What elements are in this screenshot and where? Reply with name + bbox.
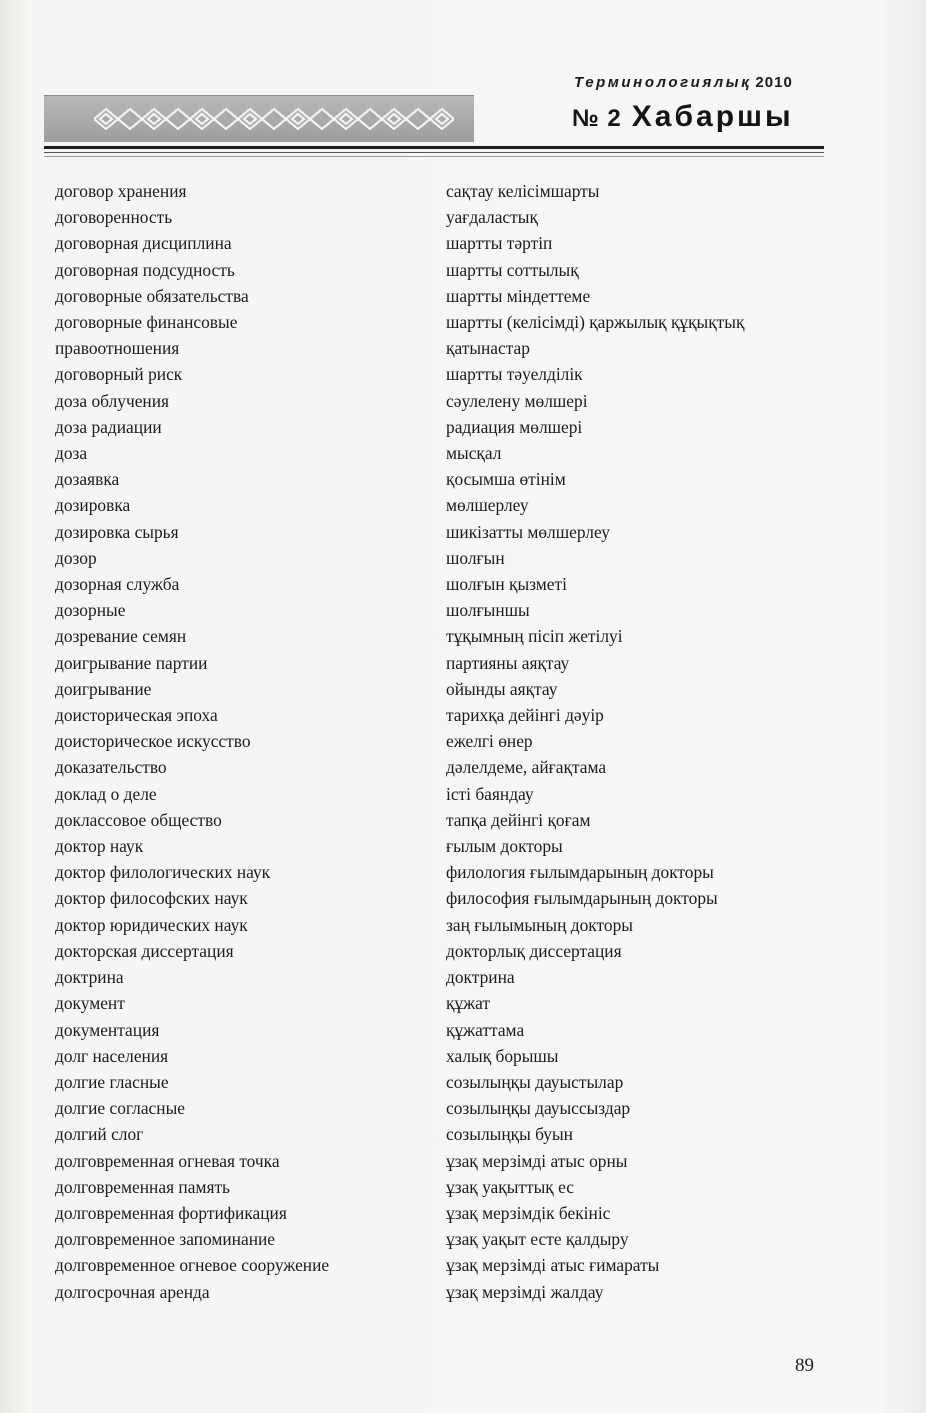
term-kk: шолғын (446, 547, 505, 568)
term-kk: істі баяндау (446, 783, 534, 804)
term-kk: партияны аяқтау (446, 652, 570, 673)
term-kk: шартты тәуелділік (446, 364, 583, 385)
ornament-banner (44, 95, 474, 142)
term-kk: радиация мөлшері (446, 416, 583, 437)
term-ru: докторская диссертация (55, 940, 234, 961)
term-ru: правоотношения (55, 338, 180, 359)
term-ru: доктор наук (55, 836, 144, 857)
term-ru: доисторическая эпоха (55, 705, 218, 726)
term-kk: ұзақ уақыт есте қалдыру (446, 1229, 629, 1250)
journal-year: 2010 (755, 74, 793, 91)
term-kk: сәулелену мөлшері (446, 390, 588, 411)
term-ru: доктор филологических наук (55, 862, 271, 883)
term-ru: доисторическое искусство (55, 731, 251, 752)
term-kk: ұзақ мерзімді атыс ғимараты (446, 1255, 660, 1276)
term-kk: созылыңқы буын (446, 1124, 573, 1145)
term-kk: шартты тәртіп (446, 233, 553, 254)
journal-name: Хабаршы (631, 100, 794, 133)
term-kk: уағдаластық (446, 207, 538, 228)
term-ru: доза радиации (55, 416, 162, 437)
term-ru: дозорные (55, 600, 126, 621)
term-ru: договорная подсудность (55, 259, 235, 280)
term-ru: документ (55, 993, 125, 1014)
term-ru: дозировка (55, 495, 131, 516)
term-ru: долговременная огневая точка (55, 1150, 280, 1171)
term-ru: доза (55, 443, 88, 464)
term-kk: филология ғылымдарының докторы (446, 862, 714, 883)
term-ru: договорные обязательства (55, 285, 249, 306)
term-kk: шолғын қызметі (446, 574, 567, 595)
term-kk: дәлелдеме, айғақтама (446, 757, 607, 778)
term-ru: доза облучения (55, 390, 170, 411)
term-kk: мөлшерлеу (446, 495, 529, 516)
term-ru: дозаявка (55, 469, 120, 490)
header-rule-thick (44, 146, 824, 149)
term-kk: ұзақ мерзімдік бекініс (446, 1202, 611, 1223)
term-ru: долговременное запоминание (55, 1229, 276, 1250)
term-ru: долгие согласные (55, 1098, 185, 1119)
term-ru: долговременная фортификация (55, 1202, 287, 1223)
term-kk: тұқымның пісіп жетілуі (446, 626, 623, 647)
page-number: 89 (795, 1355, 814, 1376)
term-ru: договорная дисциплина (55, 233, 232, 254)
term-ru: договорные финансовые (55, 312, 238, 333)
term-kk: мысқал (446, 443, 502, 464)
term-ru: долг населения (55, 1045, 169, 1066)
kazakh-terms-column (446, 178, 826, 1305)
term-kk: құжаттама (446, 1019, 525, 1040)
term-kk: ежелгі өнер (446, 731, 533, 752)
term-ru: долгие гласные (55, 1071, 169, 1092)
term-kk: заң ғылымының докторы (446, 914, 633, 935)
term-ru: доктрина (55, 967, 124, 988)
term-ru: долговременное огневое сооружение (55, 1255, 330, 1276)
header-rule-thin (44, 152, 824, 153)
term-kk: сақтау келісімшарты (446, 181, 600, 201)
term-kk: шолғыншы (446, 600, 530, 621)
term-ru: доигрывание (55, 678, 152, 699)
term-ru: доклассовое общество (55, 809, 222, 830)
journal-masthead (572, 100, 794, 134)
term-kk: созылыңқы дауыссыздар (446, 1098, 631, 1119)
term-ru: доигрывание партии (55, 652, 208, 673)
term-kk: шартты (келісімді) қаржылық құқықтық (446, 312, 745, 333)
term-ru: доказательство (55, 757, 167, 778)
ornament-pattern-icon (94, 102, 454, 136)
term-ru: документация (55, 1019, 160, 1040)
term-ru: доклад о деле (55, 783, 157, 804)
term-kk: ойынды аяқтау (446, 678, 558, 699)
term-kk: қосымша өтінім (446, 469, 566, 490)
term-kk: шикізатты мөлшерлеу (446, 521, 610, 542)
term-kk: ұзақ мерзімді жалдау (446, 1281, 604, 1302)
issue-number: № 2 (572, 105, 622, 132)
term-ru: долгий слог (55, 1124, 144, 1145)
term-ru: договоренность (55, 207, 173, 228)
term-ru: доктор философских наук (55, 888, 248, 909)
term-ru: доктор юридических наук (55, 914, 248, 935)
term-kk: тапқа дейінгі қоғам (446, 809, 591, 830)
header-rule-light (44, 156, 824, 157)
term-kk: қатынастар (446, 338, 530, 359)
term-ru: дозорная служба (55, 574, 180, 595)
term-kk: созылыңқы дауыстылар (446, 1071, 624, 1092)
russian-terms-column (55, 178, 435, 1305)
term-ru: дозор (55, 547, 97, 568)
term-kk: доктрина (446, 967, 515, 988)
journal-title-top: Терминологиялық (574, 74, 752, 91)
term-ru: долговременная память (55, 1176, 230, 1197)
term-kk: ұзақ уақыттық ес (446, 1176, 574, 1197)
term-ru: договорный риск (55, 364, 183, 385)
term-kk: докторлық диссертация (446, 940, 622, 961)
term-kk: философия ғылымдарының докторы (446, 888, 718, 909)
term-kk: шартты міндеттеме (446, 285, 591, 306)
term-kk: ұзақ мерзімді атыс орны (446, 1150, 628, 1171)
term-kk: тарихқа дейінгі дәуір (446, 705, 604, 726)
term-kk: халық борышы (446, 1045, 559, 1066)
term-ru: долгосрочная аренда (55, 1281, 210, 1302)
term-ru: дозировка сырья (55, 521, 179, 542)
term-kk: құжат (446, 993, 491, 1014)
journal-header-top (574, 74, 829, 91)
term-kk: шартты соттылық (446, 259, 579, 280)
term-kk: ғылым докторы (446, 836, 563, 857)
term-ru: договор хранения (55, 181, 187, 201)
term-ru: дозревание семян (55, 626, 187, 647)
